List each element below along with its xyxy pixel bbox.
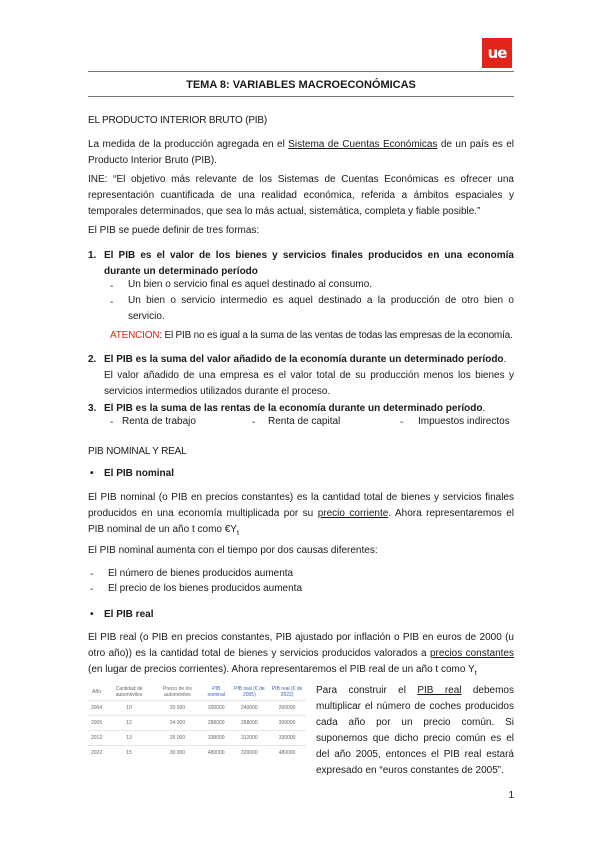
table-cell: 200000 [202, 701, 231, 716]
def3-bold: El PIB es la suma de las rentas de la economía durante un determinado período [104, 403, 483, 414]
nominal-post: . Ahora representaremos el PIB nominal de un año t como €Y [88, 508, 514, 535]
th-pib-nominal: PIB nominal [207, 686, 225, 698]
p1-post: de un país es el Producto Interior Bruto (PIB). [88, 139, 514, 166]
table-cell: 30 000 [153, 746, 202, 761]
def3-number: 3. [88, 403, 97, 414]
table-cell: 288000 [202, 716, 231, 731]
table-cell: 2004 [88, 701, 105, 716]
dash-bullet: - [90, 569, 94, 580]
table-cell: 480000 [268, 746, 306, 761]
p1-pre: La medida de la producción agregada en el [88, 139, 289, 150]
table-row [88, 731, 306, 746]
table-cell: 300000 [268, 716, 306, 731]
header-rule-bottom [88, 96, 514, 97]
side-pre: Para construir el [316, 685, 418, 696]
table-row [88, 701, 306, 716]
table-cell: 240000 [231, 701, 269, 716]
cause-1: El número de bienes producidos aumenta [108, 568, 294, 579]
header-rule-top [88, 71, 514, 72]
paragraph-medida [88, 137, 514, 169]
renta-capital: Renta de capital [268, 416, 341, 427]
table-cell: 200000 [268, 701, 306, 716]
paragraph-causas: El PIB nominal aumenta con el tiempo por dos causas diferentes: [88, 545, 378, 556]
table-cell: 10 [105, 701, 153, 716]
page-number: 1 [508, 790, 514, 801]
table-cell: 26 000 [153, 731, 202, 746]
table-header-row [88, 684, 306, 701]
subheading-pib-real: El PIB real [104, 609, 154, 620]
table-cell: 12 [105, 716, 153, 731]
paragraph-construir-pib-real [316, 683, 514, 779]
th-pib-real-2005: PIB real (€ de 2005) [234, 686, 265, 698]
real-post: (en lugar de precios corrientes). Ahora representaremos el PIB real de un año t como Y [88, 664, 475, 675]
paragraph-ine-quote: INE: “El objetivo más relevante de los Sistemas de Cuentas Económicas es ofrecer una representación cuantificada de una realidad económica, referida a ámbitos espaciales y temporales determinados, que sea lo más actual, sistemática, completa y fiable posible.” [88, 174, 514, 217]
table-cell: 15 [105, 746, 153, 761]
link-precios-constantes[interactable]: precios constantes [430, 648, 514, 659]
th-cantidad: Cantidad de automóviles [115, 686, 143, 698]
subheading-pib-nominal: El PIB nominal [104, 468, 175, 479]
dash-bullet: - [110, 297, 114, 308]
def1-sub-intermedio: Un bien o servicio intermedio es aquel destinado a la producción de otro bien o servicio. [128, 295, 514, 322]
def1-number: 1. [88, 250, 97, 261]
paragraph-intro-definiciones: El PIB se puede definir de tres formas: [88, 225, 260, 236]
link-pib-real[interactable]: PIB real [417, 685, 462, 696]
table-cell: 320000 [231, 746, 269, 761]
atencion-text: : El PIB no es igual a la suma de las ventas de todas las empresas de la economía. [159, 330, 513, 341]
def2-text: El valor añadido de una empresa es el valor total de su producción menos los bienes y servicios intermedios utilizados durante el proceso. [104, 370, 514, 397]
real-pre: El PIB real (o PIB en precios constantes, PIB ajustado por inflación o PIB en euros de 2000 (u otro año)) es la cantidad total de bienes y servicios producidos valorados a [88, 632, 514, 659]
th-precio: Precio de los automóviles [163, 686, 192, 698]
table-cell: 480000 [202, 746, 231, 761]
section-heading-pib: EL PRODUCTO INTERIOR BRUTO (PIB) [88, 115, 267, 126]
bullet-dot: • [90, 468, 94, 479]
table-cell: 338000 [202, 731, 231, 746]
table-cell: 20 000 [153, 701, 202, 716]
def2-bold: El PIB es la suma del valor añadido de la economía durante un determinado período [104, 354, 504, 365]
bullet-dot: • [90, 609, 94, 620]
table-pib-example [88, 684, 306, 760]
table-cell: 2005 [88, 716, 105, 731]
atencion-label: ATENCION [110, 330, 160, 341]
table-cell: 2022 [88, 746, 105, 761]
paragraph-pib-nominal [88, 490, 514, 542]
table-cell: 13 [105, 731, 153, 746]
definition-1: El PIB es el valor de los bienes y servicios finales producidos en una economía durante un determinado período [104, 250, 514, 277]
def1-sub-final: Un bien o servicio final es aquel destinado al consumo. [128, 279, 373, 290]
definition-3: El PIB es la suma de las rentas de la economía durante un determinado período. [104, 403, 486, 414]
table-cell: 24 000 [153, 716, 202, 731]
side-post: debemos multiplicar el número de coches producidos cada año por un precio común. Si suponemos que dicho precio común es el del año 2005, entonces el PIB real estará expresado en “euros constantes de 2005”. [316, 685, 514, 776]
ue-logo: ue [482, 38, 512, 68]
th-ano: Año [92, 689, 102, 695]
paragraph-pib-real [88, 630, 514, 682]
dash-bullet: - [110, 281, 114, 292]
table-cell: 330000 [268, 731, 306, 746]
table-cell: 2012 [88, 731, 105, 746]
definition-2: El PIB es la suma del valor añadido de la economía durante un determinado período. [104, 354, 507, 365]
section-heading-nominal-real: PIB NOMINAL Y REAL [88, 446, 187, 457]
dash-bullet: - [252, 417, 256, 428]
nominal-pre: El PIB nominal (o PIB en precios constantes) es la cantidad total de bienes y servicios finales producidos en una economía multiplicada por su [88, 492, 514, 519]
th-pib-real-2022: PIB real (€ de 2022) [271, 686, 303, 698]
dash-bullet: - [110, 417, 114, 428]
cause-2: El precio de los bienes producidos aumenta [108, 583, 303, 594]
table-cell: 288000 [231, 716, 269, 731]
def2-number: 2. [88, 354, 97, 365]
table-row [88, 716, 306, 731]
table-row [88, 746, 306, 761]
page-title: TEMA 8: VARIABLES MACROECONÓMICAS [186, 79, 416, 91]
dash-bullet: - [90, 584, 94, 595]
nominal-subscript: t [236, 530, 239, 537]
renta-trabajo: Renta de trabajo [122, 416, 196, 427]
atencion-note [110, 328, 514, 344]
impuestos-indirectos: Impuestos indirectos [418, 416, 510, 427]
dash-bullet: - [400, 417, 404, 428]
real-subscript: t [474, 670, 477, 677]
link-precio-corriente[interactable]: precio corriente [317, 508, 389, 519]
link-sistema-cuentas[interactable]: Sistema de Cuentas Económicas [288, 139, 438, 150]
table-cell: 312000 [231, 731, 269, 746]
